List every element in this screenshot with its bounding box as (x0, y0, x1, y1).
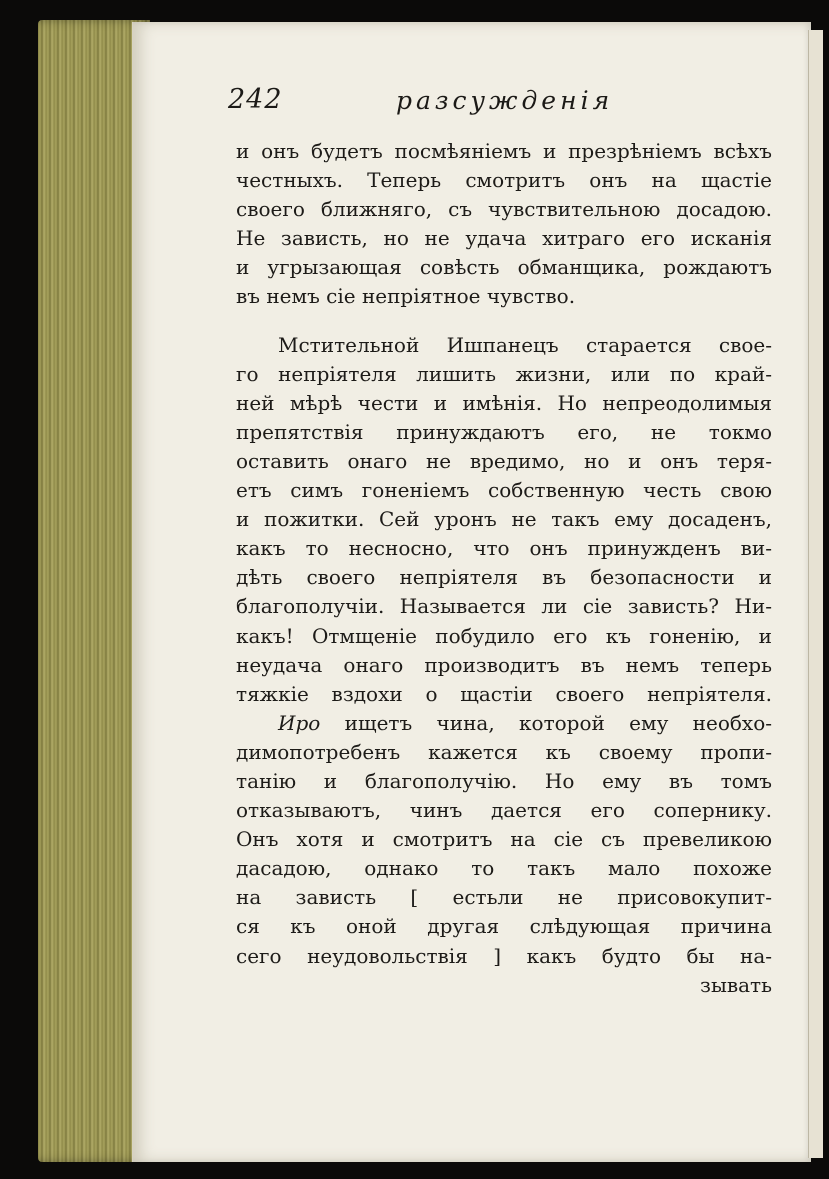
text-line: препятствія принуждаютъ его, не токмо (236, 419, 772, 444)
text-line: танію и благополучію. Но ему въ томъ (236, 768, 772, 793)
text-line: ней мѣрѣ чести и имѣнія. Но непреодолимыя (236, 390, 772, 415)
text-line: оставить онаго не вредимо, но и онъ теря- (236, 448, 772, 473)
page-header (228, 84, 648, 120)
text-line (236, 709, 772, 738)
text-line: и угрызающая совѣсть обманщика, рождаютъ (236, 255, 772, 280)
text-line: и пожитки. Сей уронъ не такъ ему досаденъ, (236, 507, 772, 532)
text-line: ся къ оной другая слѣдующая причина (236, 914, 772, 939)
italic-name: Иро (278, 710, 321, 735)
text-line: какъ! Отмщеніе побудило его къ гоненію, и (236, 623, 772, 648)
text-segment: ищетъ чина, которой ему необхо- (344, 710, 772, 735)
page-number: 242 (228, 84, 283, 115)
text-line: честныхъ. Теперь смотритъ онъ на щастіе (236, 168, 772, 193)
text-line: и онъ будетъ посмѣяніемъ и презрѣніемъ всѣхъ (236, 139, 772, 163)
text-line: какъ то несносно, что онъ принужденъ ви- (236, 536, 772, 561)
text-line: въ немъ сіе непріятное чувство. (236, 284, 576, 309)
paragraph-break (236, 312, 772, 331)
text-line: на зависть [ естьли не присовокупит- (236, 885, 772, 910)
text-line: благополучіи. Называется ли сіе зависть? Ни- (236, 594, 772, 619)
text-line: отказываютъ, чинъ дается его сопернику. (236, 798, 772, 823)
text-line: тяжкіе вздохи о щастіи своего непріятеля. (236, 681, 772, 706)
text-line: етъ симъ гоненіемъ собственную честь свою (236, 478, 772, 503)
text-line: неудача онаго производитъ въ немъ теперь (236, 652, 772, 677)
facing-page-edge (808, 30, 823, 1158)
page-text (236, 137, 772, 1000)
text-line: сего неудовольствія ] какъ будто бы на- (236, 943, 772, 968)
catchword: зывать (700, 972, 772, 997)
text-line: го непріятеля лишить жизни, или по край- (236, 361, 772, 386)
text-line: Онъ хотя и смотритъ на сіе съ превеликою (236, 827, 772, 852)
text-line: димопотребенъ кажется къ своему пропи- (236, 739, 772, 764)
text-line: Не зависть, но не удача хитраго его исканія (236, 226, 772, 251)
text-line: дѣть своего непріятеля въ безопасности и (236, 565, 772, 590)
text-line: своего ближняго, съ чувствительною досадою. (236, 197, 772, 222)
text-line: дасадою, однако то такъ мало похоже (236, 856, 772, 881)
running-title: разсужденія (396, 86, 614, 115)
text-line: Мстительной Ишпанецъ старается свое- (278, 332, 772, 357)
